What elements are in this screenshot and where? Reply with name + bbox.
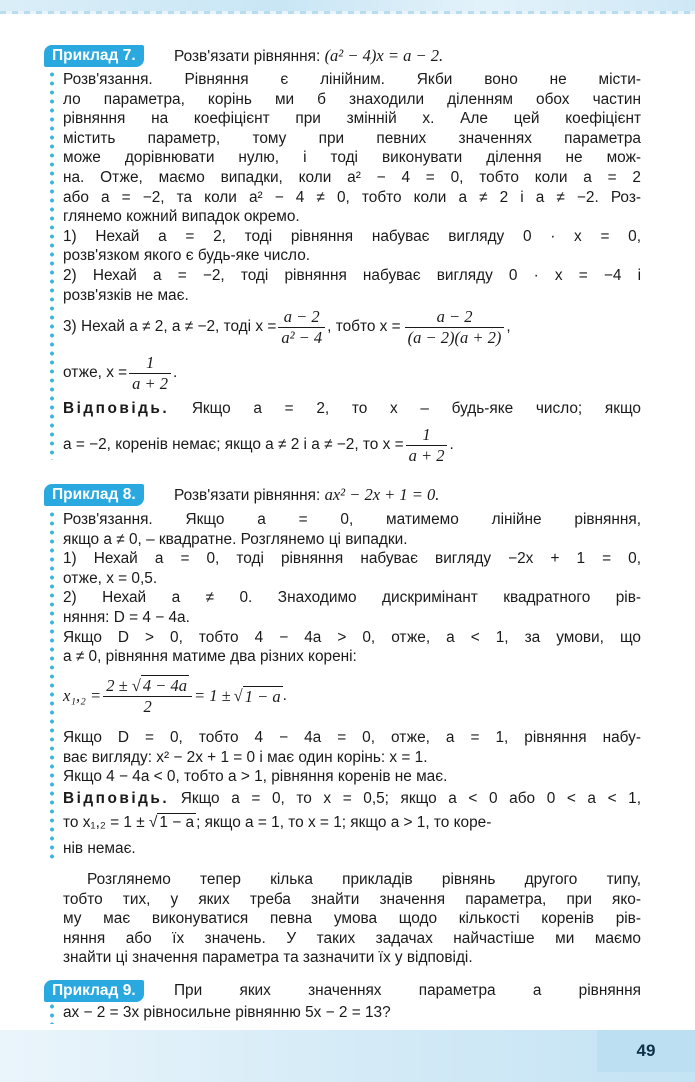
- intro-paragraph: [63, 870, 641, 968]
- example-7-answer-line-1: [63, 400, 641, 418]
- answer-text: нів немає.: [63, 840, 136, 857]
- text-line: Якщо 4 − 4a < 0, тобто a > 1, рівняння коренів не має.: [63, 768, 448, 786]
- case-3-end: ,: [506, 318, 511, 335]
- example-7-dotted-margin: [50, 70, 54, 460]
- example-9-line-2: [63, 1004, 641, 1022]
- text-line: Розв'язання. Рівняння є лінійним. Якби воно не місти-: [63, 71, 641, 88]
- example-7-title-text: Розв'язати рівняння:: [174, 48, 321, 65]
- text-line: ло параметра, корінь ми б знаходили діленням обох частин: [63, 90, 641, 108]
- numerator-prefix: 2 ±: [106, 675, 128, 695]
- text-line: a ≠ 0, рівняння матиме два різних корені:: [63, 648, 357, 666]
- example-7-badge: Приклад 7.: [44, 45, 144, 67]
- answer-line: [63, 400, 641, 418]
- text-line: ває вигляду: x² − 2x + 1 = 0 і має один корінь: x = 1.: [63, 748, 428, 766]
- text-line: Розв'язання. Якщо a = 0, матимемо лінійне рівняння,: [63, 511, 641, 528]
- example-7-answer-line-2: [63, 422, 641, 468]
- fraction-numerator: 1: [406, 425, 448, 446]
- sqrt-icon: √: [131, 675, 141, 695]
- example-8-title: [174, 484, 439, 507]
- text-line: 1) Нехай a = 0, тоді рівняння набуває вигляду −2x + 1 = 0,: [63, 550, 641, 568]
- example-8-dotted-margin: [50, 510, 54, 862]
- example-8-answer-line-1: [63, 790, 641, 808]
- example-7-solution: [63, 70, 641, 305]
- roots-lhs: x₁,₂ =: [63, 686, 102, 705]
- fraction-denominator: 2: [143, 696, 152, 716]
- fraction-numerator: a − 2: [405, 307, 505, 328]
- text-line: отже, x = 0,5.: [63, 569, 158, 587]
- fraction-numerator: 1: [129, 353, 171, 374]
- radicand: 1 − a: [159, 814, 195, 831]
- example-9-badge: Приклад 9.: [44, 980, 144, 1002]
- example-9-dotted-margin: [50, 1002, 54, 1024]
- text-line: ax − 2 = 3x рівносильне рівнянню 5x − 2 = 13?: [63, 1004, 391, 1021]
- text-line: містить параметр, тому при певних значеннях параметра: [63, 129, 641, 147]
- bottom-decorative-band: [0, 1030, 695, 1082]
- answer-end: .: [449, 436, 454, 453]
- example-8-roots-formula: [63, 670, 641, 722]
- text-line: тобто тих, у яких треба знайти значення параметра, при яко-: [63, 890, 641, 908]
- therefore-end: .: [173, 364, 178, 381]
- text-line: няння або їх значень. У таких задачах найчастіше ми маємо: [63, 929, 641, 947]
- text-line: му має виконуватися певна умова щодо кількості коренів рів-: [63, 910, 641, 928]
- example-7-case-3: [63, 304, 641, 350]
- text-line: розв'язком якого є будь-яке число.: [63, 247, 311, 265]
- example-7-therefore: [63, 350, 641, 396]
- case-3-middle: , тобто x =: [327, 318, 401, 335]
- fraction-denominator: a² − 4: [281, 327, 323, 347]
- text-line: При яких значеннях параметра a рівняння: [174, 982, 641, 999]
- answer-line: [63, 790, 641, 808]
- page-number: 49: [597, 1030, 695, 1072]
- text-line: глянемо кожний випадок окремо.: [63, 208, 300, 226]
- example-8-answer-line-2: [63, 814, 641, 832]
- text-line: може дорівнювати нулю, і тоді виконувати ділення не мож-: [63, 149, 641, 167]
- text-line: 1) Нехай a = 2, тоді рівняння набуває вигляду 0 · x = 0,: [63, 227, 641, 245]
- example-9-line-1: [174, 980, 641, 1002]
- example-8-badge: Приклад 8.: [44, 484, 144, 506]
- example-7-title: [174, 45, 443, 68]
- text-line: няння: D = 4 − 4a.: [63, 608, 190, 626]
- text-line: Якщо D > 0, тобто 4 − 4a > 0, отже, a < 1, за умови, що: [63, 628, 641, 646]
- text-line: рівняння на коефіцієнт при змінній x. Але цей коефіцієнт: [63, 110, 641, 128]
- text-line: розв'язків не має.: [63, 286, 189, 304]
- text-line: Якщо D = 0, тобто 4 − 4a = 0, отже, a = 1, рівняння набу-: [63, 729, 641, 746]
- answer-text: ; якщо a = 1, то x = 1; якщо a > 1, то коре-: [196, 814, 492, 831]
- case-3-fraction-1: [278, 307, 325, 348]
- fraction-denominator: a + 2: [132, 373, 169, 393]
- fraction-numerator: a − 2: [278, 307, 325, 328]
- text-line: знайти ці значення параметра та зазначити їх у відповіді.: [63, 949, 473, 967]
- fraction-denominator: (a − 2)(a + 2): [407, 327, 502, 347]
- example-8-title-text: Розв'язати рівняння:: [174, 487, 321, 504]
- example-8-cases: [63, 728, 641, 787]
- therefore-fraction: [129, 353, 171, 394]
- example-8-title-equation: ax² − 2x + 1 = 0.: [324, 485, 440, 504]
- example-7-title-equation: (a² − 4)x = a − 2.: [324, 46, 444, 65]
- case-3-text: 3) Нехай a ≠ 2, a ≠ −2, тоді x =: [63, 318, 277, 335]
- example-8-solution: [63, 510, 641, 667]
- case-3-fraction-2: [405, 307, 505, 348]
- text-line: якщо a ≠ 0, – квадратне. Розглянемо ці випадки.: [63, 530, 408, 548]
- sqrt-icon: √: [148, 814, 158, 831]
- text-line: або a = −2, та коли a² − 4 ≠ 0, тобто коли a ≠ 2 і a ≠ −2. Роз-: [63, 188, 641, 206]
- text-line: 2) Нехай a ≠ 0. Знаходимо дискримінант квадратного рів-: [63, 589, 641, 607]
- therefore-text: отже, x =: [63, 364, 128, 381]
- roots-rhs-prefix: = 1 ±: [193, 686, 231, 705]
- sqrt-icon: √: [233, 686, 243, 705]
- answer-text: то x₁,₂ = 1 ±: [63, 814, 145, 831]
- answer-fraction: [406, 425, 448, 466]
- roots-end: .: [282, 687, 287, 704]
- fraction-numerator: [103, 676, 192, 697]
- text-line: 2) Нехай a = −2, тоді рівняння набуває вигляду 0 · x = −4 і: [63, 266, 641, 284]
- answer-text: a = −2, коренів немає; якщо a ≠ 2 і a ≠ −2, то x =: [63, 436, 404, 453]
- answer-text: Якщо a = 2, то x – будь-яке число; якщо: [191, 400, 641, 417]
- radicand: 1 − a: [244, 686, 281, 706]
- top-decorative-band: [0, 0, 695, 14]
- fraction-denominator: a + 2: [408, 445, 445, 465]
- radicand: 4 − 4a: [142, 675, 187, 695]
- answer-label: Відповідь.: [63, 790, 170, 807]
- example-8-answer-line-3: [63, 840, 641, 858]
- answer-text: Якщо a = 0, то x = 0,5; якщо a < 0 або 0 < a < 1,: [180, 790, 642, 807]
- text-line: на. Отже, маємо випадки, коли a² − 4 = 0, тобто коли a = 2: [63, 168, 641, 186]
- roots-fraction: [103, 676, 192, 717]
- text-line: Розглянемо тепер кілька прикладів рівнянь другого типу,: [87, 871, 641, 888]
- answer-label: Відповідь.: [63, 400, 170, 417]
